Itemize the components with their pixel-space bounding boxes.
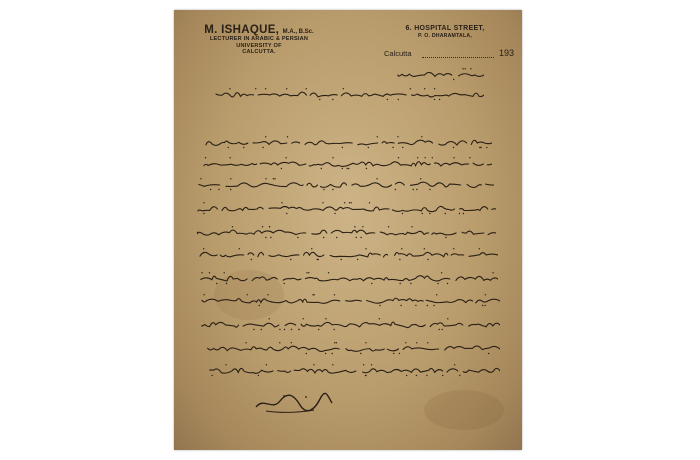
handwritten-line — [200, 155, 492, 169]
handwritten-line — [200, 292, 500, 306]
handwritten-line — [198, 270, 498, 284]
handwritten-signature-icon — [254, 391, 334, 415]
handwritten-line — [204, 134, 492, 148]
handwritten-line — [198, 246, 498, 260]
sender-name: M. ISHAQUE, — [204, 24, 280, 36]
handwritten-line — [196, 224, 496, 238]
letterhead-sender — [184, 24, 334, 56]
date-year: 193 — [498, 48, 514, 58]
date-city: Calcutta — [384, 49, 412, 58]
handwritten-line — [196, 200, 496, 214]
handwritten-line — [396, 66, 484, 80]
sender-title: LECTURER IN ARABIC & PERSIAN — [209, 36, 309, 42]
handwritten-line — [214, 86, 484, 100]
handwritten-line — [196, 176, 494, 190]
sender-degrees: M.A., B.Sc. — [282, 29, 314, 35]
address-post-office: P. O. DHARAMTALA, — [418, 33, 472, 39]
letterhead-address — [380, 25, 510, 39]
sender-university: UNIVERSITY OF — [236, 42, 282, 49]
paper-stain — [424, 390, 504, 430]
handwritten-line — [208, 362, 500, 376]
dateline — [384, 48, 516, 62]
sender-city: CALCUTTA. — [242, 49, 276, 55]
handwritten-line — [200, 316, 500, 330]
handwritten-line — [204, 340, 500, 354]
sender-name-line — [184, 24, 334, 36]
date-dotted-line — [422, 57, 494, 58]
letter-sheet — [174, 10, 522, 450]
address-street: 6. HOSPITAL STREET, — [405, 25, 485, 32]
